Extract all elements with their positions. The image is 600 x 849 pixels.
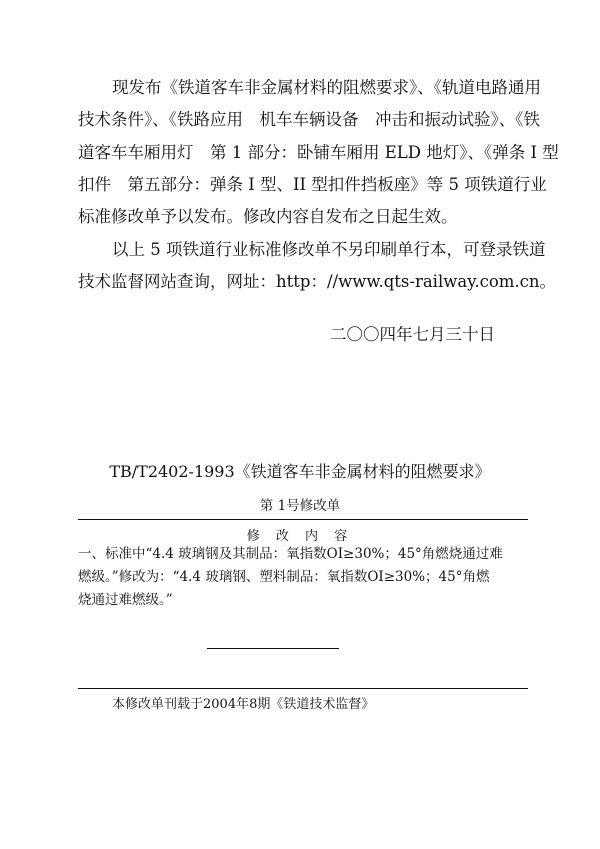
announcement-line: 现发布《铁道客车非金属材料的阻燃要求》、《轨道电路通用 xyxy=(112,78,541,97)
amendment-number: 第 1号修改单 xyxy=(259,498,341,514)
content-heading: 修 改 内 容 xyxy=(246,529,354,544)
announcement-line: 标准修改单予以发布。修改内容自发布之日起生效。 xyxy=(78,207,458,226)
short-separator-rule xyxy=(207,648,339,649)
announcement-line: 技术条件》、《铁路应用 机车车辆设备 冲击和振动试验》、《铁 xyxy=(78,110,540,129)
amendment-title: TB/T2402-1993《铁道客车非金属材料的阻燃要求》 xyxy=(109,462,491,481)
announcement-line: 技术监督网站查询，网址：http：//www.qts-railway.com.cn。 xyxy=(78,272,557,291)
content-line: 烧通过难燃级。” xyxy=(78,592,173,608)
content-line: 一、标准中“4.4 玻璃钢及其制品：氧指数OI≥30%；45°角燃烧通过难 xyxy=(78,546,503,562)
announcement-line: 道客车车厢用灯 第 1 部分：卧铺车厢用 ELD 地灯》、《弹条 I 型 xyxy=(78,143,559,162)
publication-footnote: 本修改单刊载于2004年8期《铁道技术监督》 xyxy=(112,697,375,712)
footnote-rule xyxy=(78,688,528,689)
announcement-line: 扣件 第五部分：弹条 I 型、II 型扣件挡板座》等 5 项铁道行业 xyxy=(78,175,547,194)
announcement-date: 二〇〇四年七月三十日 xyxy=(330,325,495,344)
announcement-line: 以上 5 项铁道行业标准修改单不另印刷单行本，可登录铁道 xyxy=(112,240,546,259)
content-top-rule xyxy=(78,519,528,520)
content-line: 燃级。”修改为：“4.4 玻璃钢、塑料制品：氧指数OI≥30%；45°角燃 xyxy=(78,569,490,585)
